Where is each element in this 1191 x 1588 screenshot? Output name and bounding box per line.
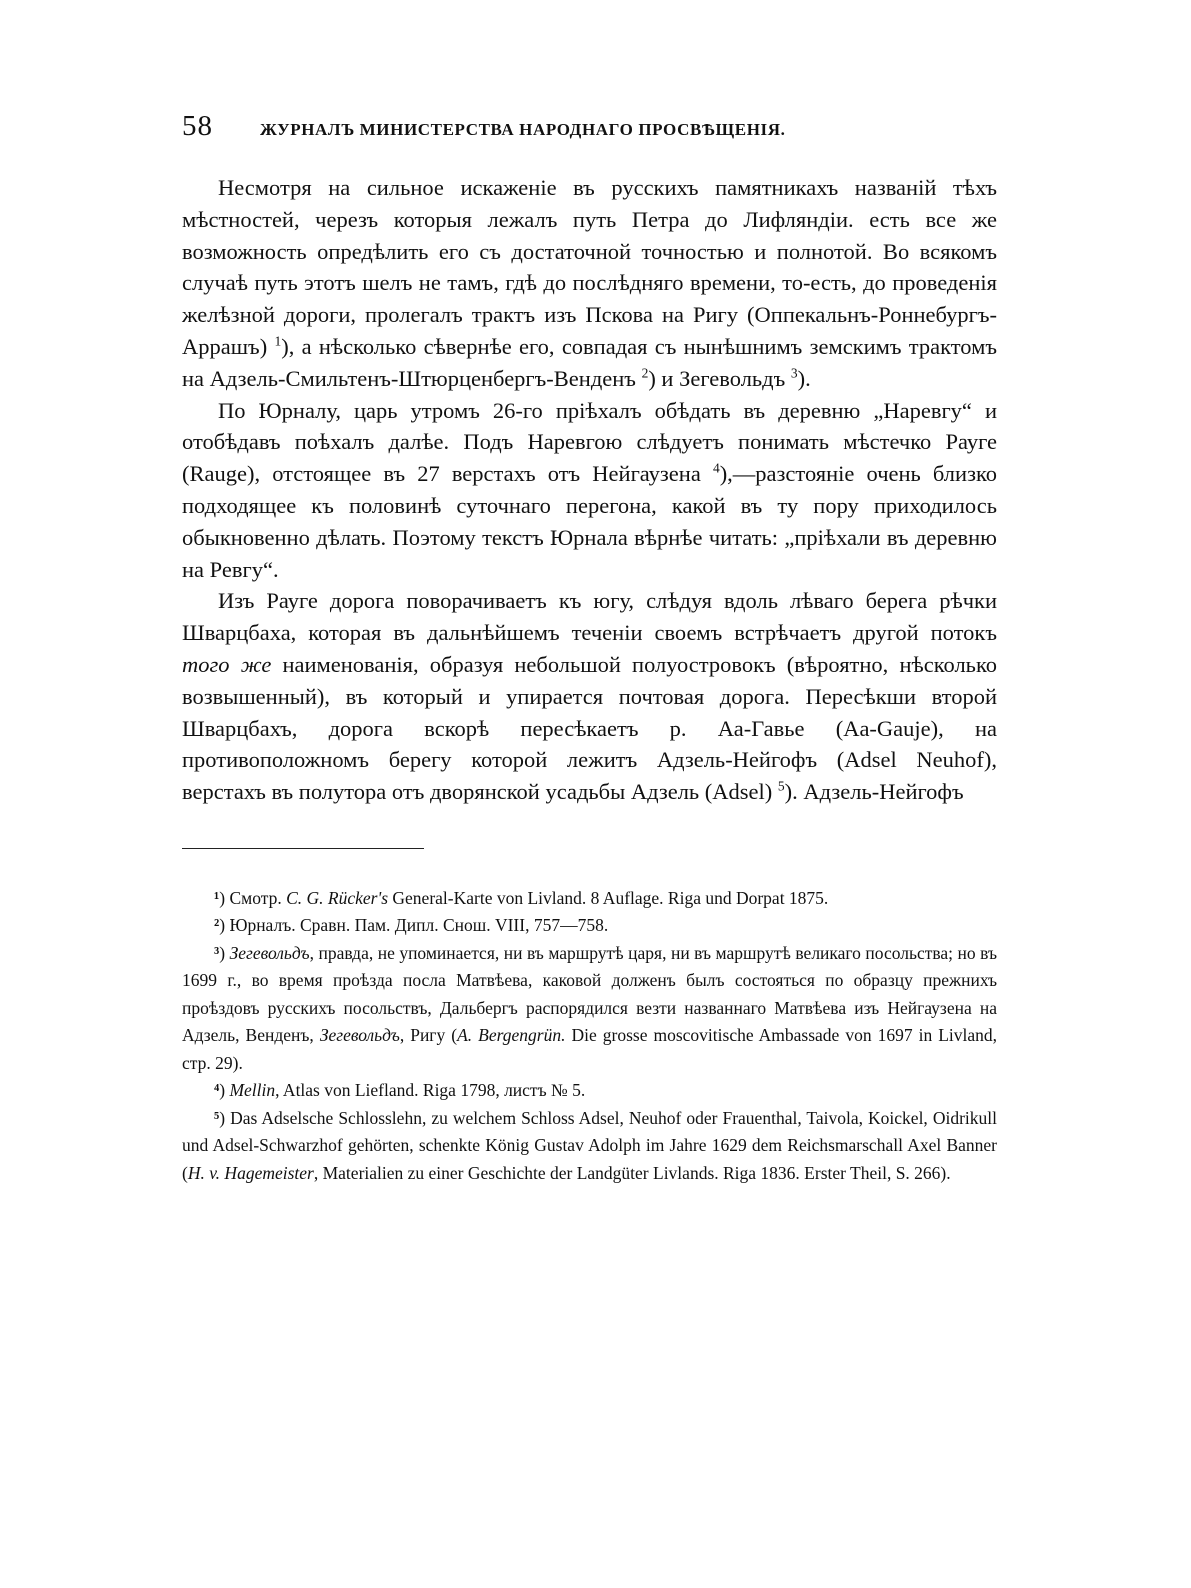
footnote-1-text-a: ) Смотр. xyxy=(219,887,287,908)
paragraph-3-text-b: наименованія, образуя небольшой полуостровокъ (вѣроятно, нѣсколько возвышенный), въ который и упирается почтовая дорога. Пересѣкши второй Шварцбахъ, дорога вскорѣ пересѣкаетъ р. Аа-Гавье (Aa-Gauje), на противоположномъ берегу которой лежитъ Адзель-Нейгофъ (Adsel Neuhof), верстахъ въ полутора отъ дворянской усадьбы Адзель (Adsel) xyxy=(182,651,997,805)
footnote-2 xyxy=(182,912,997,940)
paragraph-1-text-c: ) и Зегевольдъ xyxy=(648,365,791,391)
footnote-5 xyxy=(182,1105,997,1188)
paragraph-1 xyxy=(182,172,997,395)
footnote-5-text-b: , Materialien zu einer Geschichte der Landgüter Livlands. Riga 1836. Erster Theil, S. 266). xyxy=(313,1162,951,1183)
footnote-3-text-b: , правда, не упоминается, ни въ маршрутѣ царя, ни въ маршрутѣ великаго посольства; но въ 1699 г., во время проѣзда посла Матвѣева, каковой долженъ былъ состояться по образцу прежнихъ проѣздовъ русскихъ посольствъ, Дальбергъ распорядился везти названнаго Матвѣева изъ Нейгаузена на Адзель, Венденъ, xyxy=(182,942,998,1046)
footnote-4-text-b: , Atlas von Liefland. Riga 1798, листъ № 5. xyxy=(275,1080,586,1101)
page-number: 58 xyxy=(182,110,213,142)
footnote-ref-1: 1 xyxy=(274,333,282,349)
footnote-5-mark: ⁵ xyxy=(214,1107,220,1128)
footnote-1-text-b: General-Karte von Livland. 8 Auflage. Riga und Dorpat 1875. xyxy=(388,887,829,908)
paragraph-1-text-d: ). xyxy=(797,365,811,391)
book-page xyxy=(182,110,997,1187)
paragraph-3-italic: того же xyxy=(182,651,272,677)
running-head: ЖУРНАЛЪ МИНИСТЕРСТВА НАРОДНАГО ПРОСВѢЩЕНІЯ. xyxy=(260,120,786,139)
footnote-4-italic: Mellin xyxy=(229,1080,276,1101)
footnote-ref-3: 3 xyxy=(790,365,798,381)
footnote-ref-4: 4 xyxy=(712,460,720,476)
footnote-1-mark: ¹ xyxy=(214,887,220,908)
footnote-3-italic-b: Зегевольдъ xyxy=(319,1025,400,1046)
paragraph-2-text-b: ),—разстояніе очень близко подходящее къ половинѣ суточнаго перегона, какой въ ту пору приходилось обыкновенно дѣлать. Поэтому текстъ Юрнала вѣрнѣе читать: „пріѣхали въ деревню на Ревгу“. xyxy=(182,461,997,582)
footnote-divider xyxy=(182,848,424,849)
footnote-2-mark: ² xyxy=(214,915,220,936)
footnote-1 xyxy=(182,885,997,913)
paragraph-2 xyxy=(182,395,997,586)
paragraph-1-text-b: ), а нѣсколько сѣвернѣе его, совпадая съ нынѣшнимъ земскимъ трактомъ на Адзель-Смильтенъ-Штюрценбергъ-Венденъ xyxy=(182,333,997,391)
paragraph-3 xyxy=(182,585,997,808)
footnote-3-mark: ³ xyxy=(214,942,220,963)
paragraph-3-text-c: ). Адзель-Нейгофъ xyxy=(784,779,964,805)
footnote-5-text-a: ) Das Adselsche Schlosslehn, zu welchem Schloss Adsel, Neuhof oder Frauenthal, Taivola, Koickel, Oidrikull und Adsel-Schwarzhof gehörten, schenkte König Gustav Adolph im Jahre 1629 dem Reichsmarschall Axel Banner ( xyxy=(182,1107,997,1183)
footnote-4 xyxy=(182,1077,997,1105)
paragraph-1-text-a: Несмотря на сильное искаженіе въ русскихъ памятникахъ названій тѣхъ мѣстностей, черезъ которыя лежалъ путь Петра до Лифляндіи. есть все же возможность опредѣлить его съ достаточной точностью и полнотой. Во всякомъ случаѣ путь этотъ шелъ не тамъ, гдѣ до послѣдняго времени, то-есть, до проведенія желѣзной дороги, пролегалъ трактъ изъ Пскова на Ригу (Оппекальнъ-Роннебургъ-Аррашъ) xyxy=(182,175,997,359)
footnote-3 xyxy=(182,940,997,1078)
footnote-4-mark: ⁴ xyxy=(214,1080,220,1101)
page-header xyxy=(182,110,997,150)
footnote-3-italic-c: A. Bergengrün. xyxy=(457,1025,566,1046)
footnotes xyxy=(182,885,997,1188)
footnote-3-italic-a: Зегевольдъ xyxy=(229,942,310,963)
footnote-4-text-a: ) xyxy=(219,1080,230,1101)
footnote-5-italic: H. v. Hagemeister xyxy=(187,1162,314,1183)
footnote-ref-2: 2 xyxy=(641,365,649,381)
footnote-3-text-c: , Ригу ( xyxy=(399,1025,458,1046)
paragraph-3-text-a: Изъ Рауге дорога поворачиваетъ къ югу, слѣдуя вдоль лѣваго берега рѣчки Шварцбаха, которая въ дальнѣйшемъ теченіи своемъ встрѣчаетъ другой потокъ xyxy=(182,588,997,646)
footnote-2-text: ) Юрналъ. Сравн. Пам. Дипл. Снош. VIII, 757—758. xyxy=(219,915,609,936)
footnote-1-italic: C. G. Rücker's xyxy=(286,887,389,908)
paragraph-2-text-a: По Юрналу, царь утромъ 26-го пріѣхалъ обѣдать въ деревню „Наревгу“ и отобѣдавъ поѣхалъ далѣе. Подъ Наревгою слѣдуетъ понимать мѣстечко Рауге (Rauge), отстоящее въ 27 верстахъ отъ Нейгаузена xyxy=(182,397,997,487)
footnote-3-text-d: Die grosse moscovitische Ambassade von 1697 in Livland, стр. 29). xyxy=(182,1025,998,1073)
footnote-3-text-a: ) xyxy=(219,942,230,963)
body-text xyxy=(182,172,997,808)
footnote-ref-5: 5 xyxy=(777,778,785,794)
